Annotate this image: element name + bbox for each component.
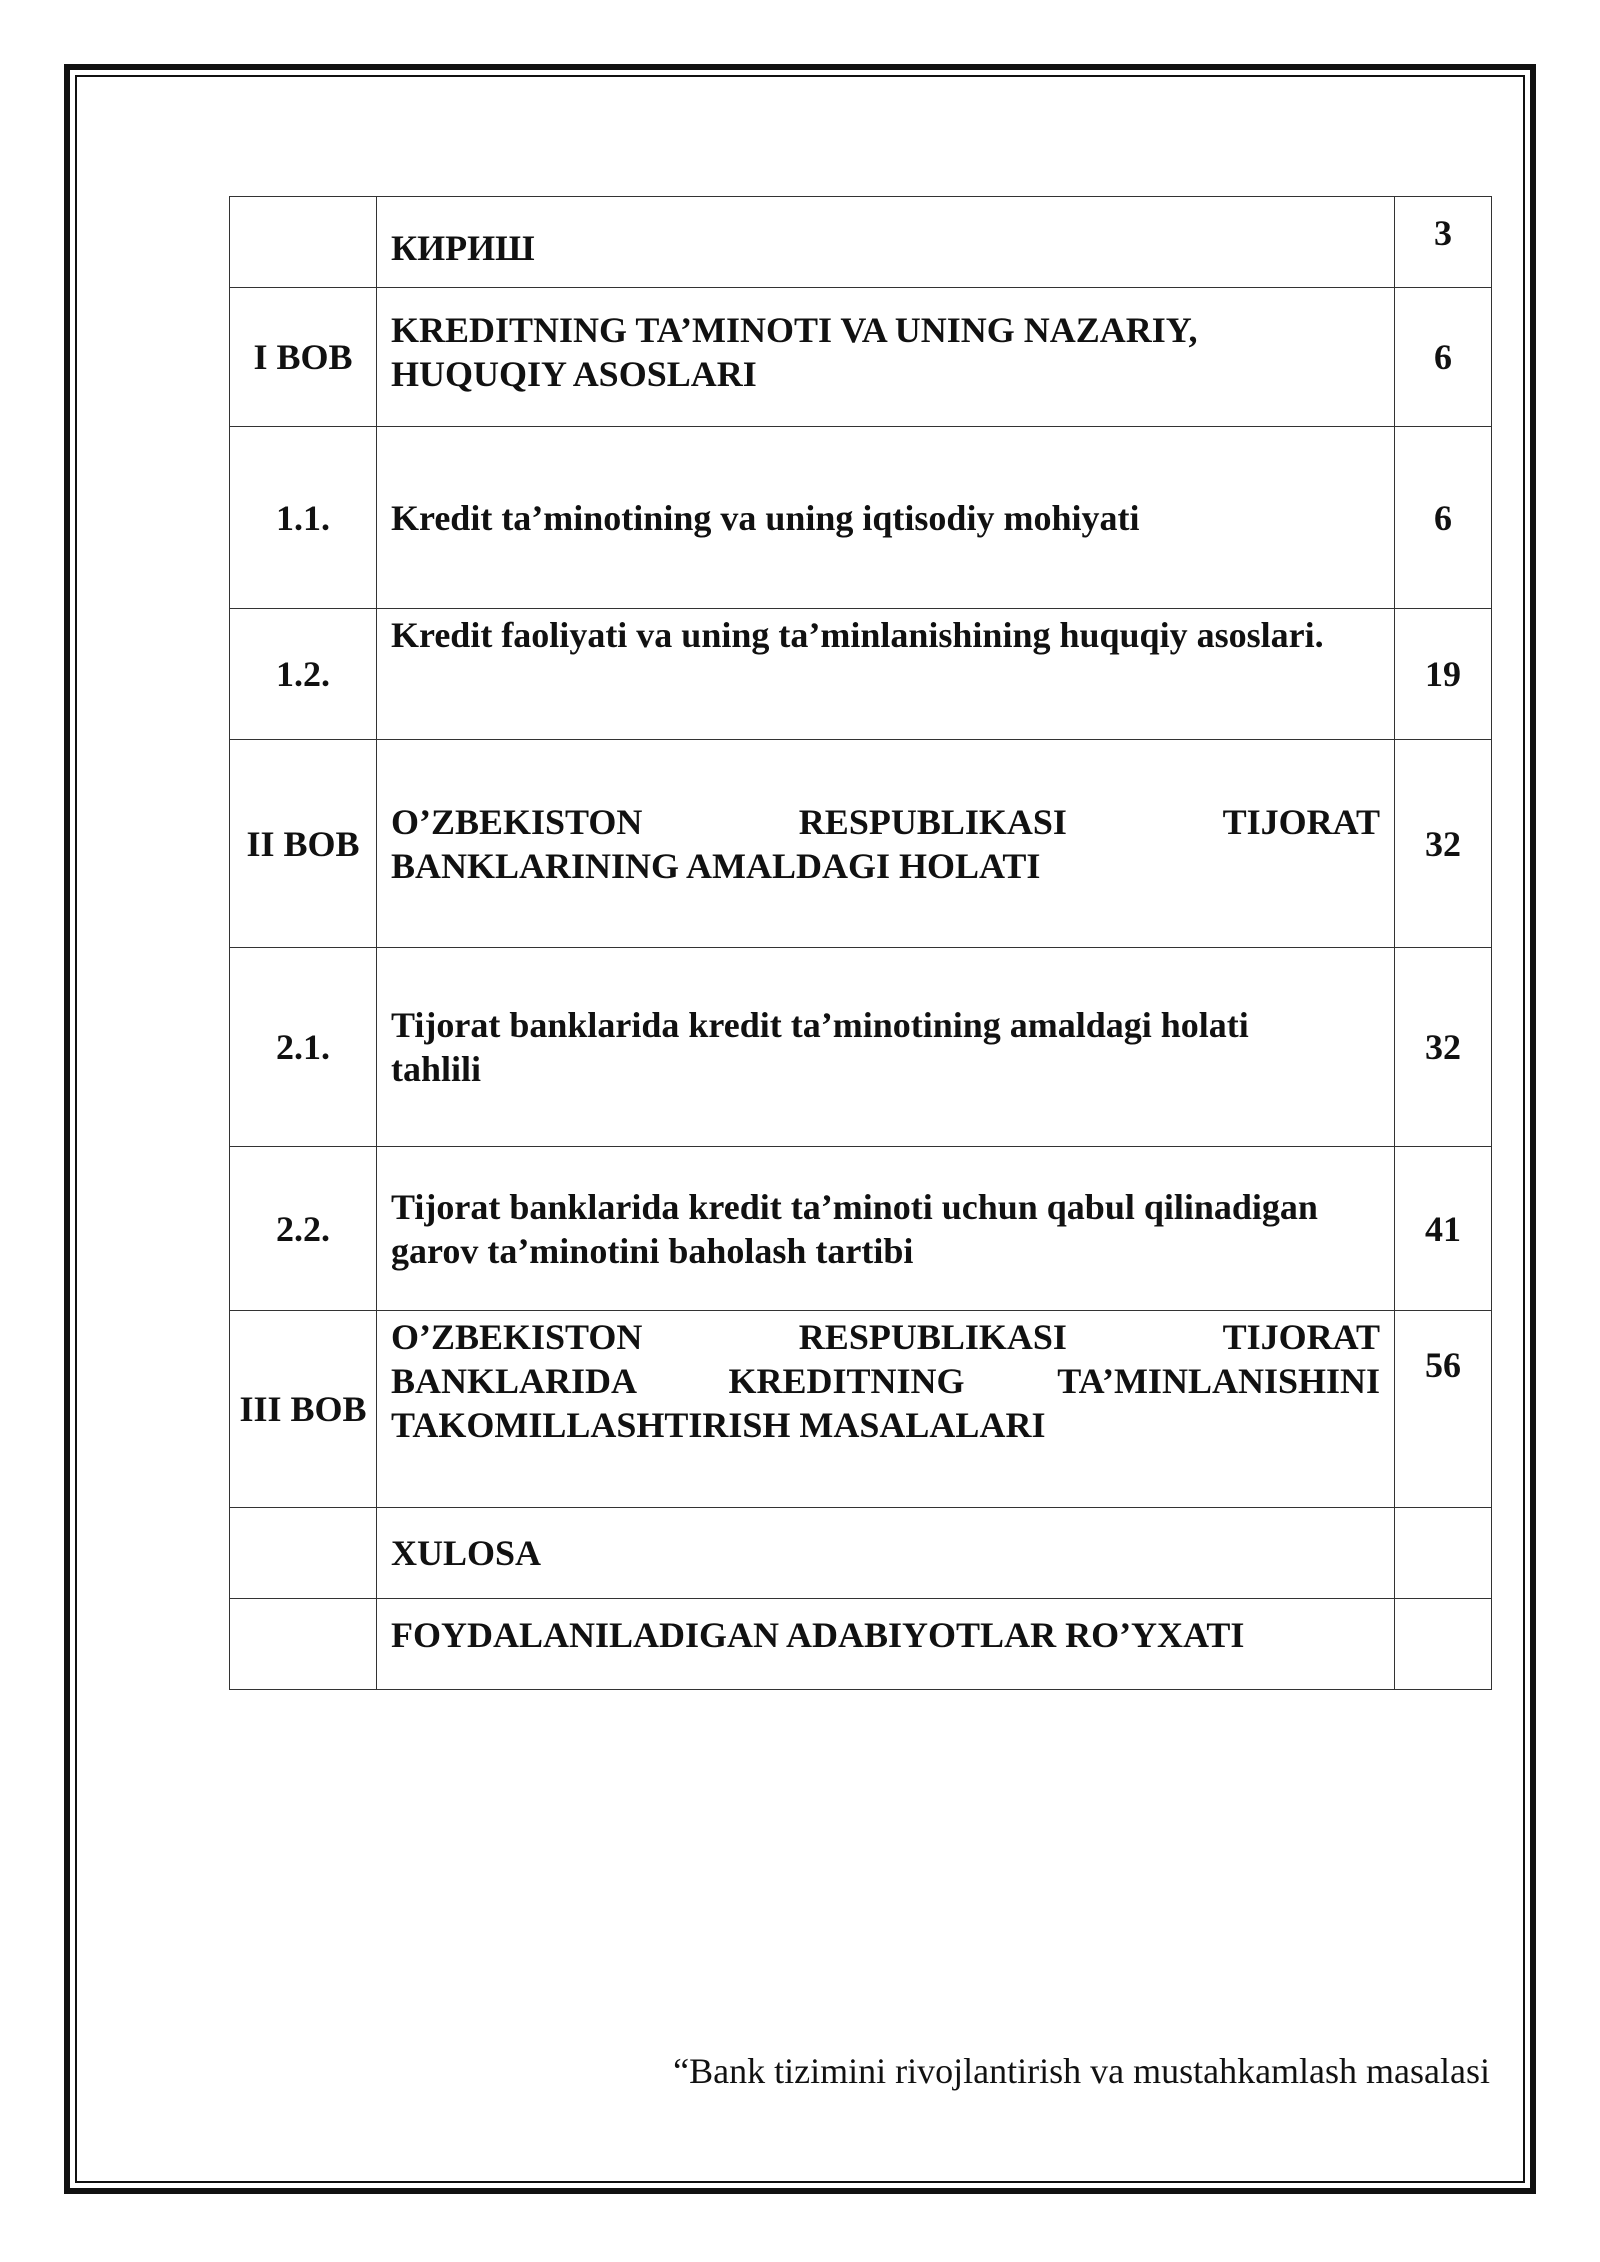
toc-row-number: 1.1. xyxy=(230,427,377,609)
toc-row xyxy=(230,427,1492,609)
footer-caption: “Bank tizimini rivojlantirish va mustahkamlash masalasi xyxy=(673,2051,1490,2091)
toc-row-number: II BOB xyxy=(230,740,377,948)
toc-row-title-line: O’ZBEKISTON RESPUBLIKASI TIJORAT xyxy=(391,802,1380,842)
toc-row-title xyxy=(377,1147,1395,1311)
toc-row-page: 56 xyxy=(1395,1311,1492,1508)
toc-row-page: 3 xyxy=(1395,197,1492,288)
toc-row-number: 1.2. xyxy=(230,609,377,740)
table-of-contents xyxy=(229,196,1492,1690)
toc-row-title: XULOSA xyxy=(377,1508,1395,1599)
toc-row-page: 6 xyxy=(1395,288,1492,427)
toc-row-title-line: Tijorat banklarida kredit ta’minoti uchun qabul qilinadigan xyxy=(391,1186,1318,1227)
toc-row-title-line: Tijorat banklarida kredit ta’minotining amaldagi holati xyxy=(391,1005,1249,1045)
toc-row-title xyxy=(377,740,1395,948)
toc-row-title xyxy=(377,1311,1395,1508)
toc-row xyxy=(230,948,1492,1147)
toc-row-page xyxy=(1395,1508,1492,1599)
toc-row-page: 32 xyxy=(1395,948,1492,1147)
toc-row xyxy=(230,1311,1492,1508)
toc-row-page: 6 xyxy=(1395,427,1492,609)
toc-row-number: III BOB xyxy=(230,1311,377,1508)
toc-row xyxy=(230,288,1492,427)
toc-row-number xyxy=(230,197,377,288)
toc-row xyxy=(230,1147,1492,1311)
toc-row-title-line: O’ZBEKISTON RESPUBLIKASI TIJORAT xyxy=(391,1317,1380,1357)
toc-row xyxy=(230,197,1492,288)
toc-row-number: 2.2. xyxy=(230,1147,377,1311)
toc-row-page: 41 xyxy=(1395,1147,1492,1311)
toc-row-page: 32 xyxy=(1395,740,1492,948)
toc-row-title-line: garov ta’minotini baholash tartibi xyxy=(391,1230,914,1271)
toc-row-title: КИРИШ xyxy=(377,197,1395,288)
toc-row xyxy=(230,740,1492,948)
toc-row xyxy=(230,609,1492,740)
toc-row-title-line: BANKLARIDA KREDITNING TA’MINLANISHINI xyxy=(391,1361,1380,1401)
toc-row xyxy=(230,1508,1492,1599)
toc-row-title: FOYDALANILADIGAN ADABIYOTLAR RO’YXATI xyxy=(377,1599,1395,1690)
toc-row-number: I BOB xyxy=(230,288,377,427)
toc-row-title-line: tahlili xyxy=(391,1049,482,1089)
toc-row-title: KREDITNING TA’MINOTI VA UNING NAZARIY, HUQUQIY ASOSLARI xyxy=(377,288,1395,427)
toc-row-title-line: BANKLARINING AMALDAGI HOLATI xyxy=(391,846,1041,886)
toc-row-page xyxy=(1395,1599,1492,1690)
toc-row-title: Kredit ta’minotining va uning iqtisodiy mohiyati xyxy=(377,427,1395,609)
toc-row xyxy=(230,1599,1492,1690)
toc-row-number xyxy=(230,1599,377,1690)
toc-row-number xyxy=(230,1508,377,1599)
toc-row-number: 2.1. xyxy=(230,948,377,1147)
toc-row-title: Kredit faoliyati va uning ta’minlanishining huquqiy asoslari. xyxy=(377,609,1395,740)
toc-row-title-line: TAKOMILLASHTIRISH MASALALARI xyxy=(391,1405,1046,1445)
toc-row-title xyxy=(377,948,1395,1147)
toc-row-page: 19 xyxy=(1395,609,1492,740)
